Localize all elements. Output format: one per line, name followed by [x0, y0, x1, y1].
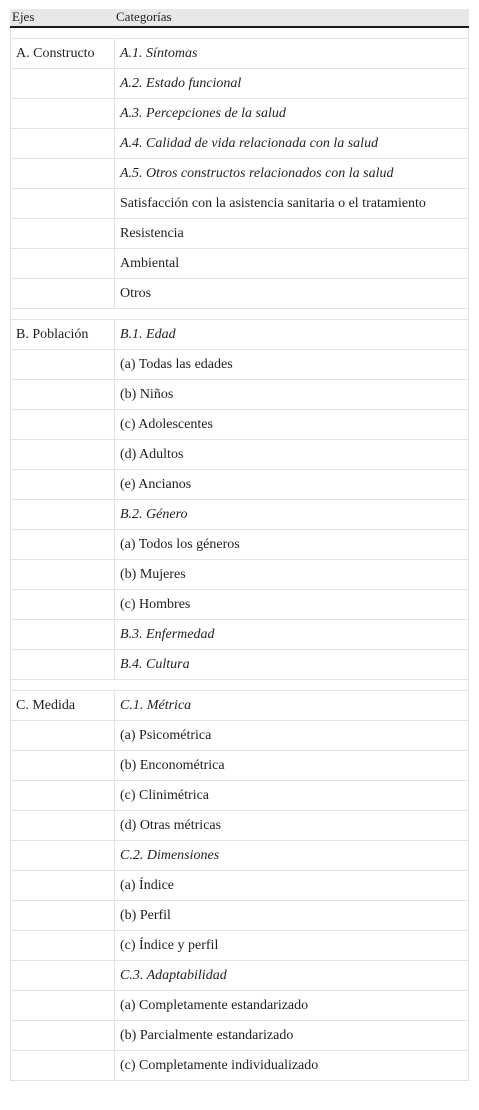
axis-cell-empty: [10, 189, 115, 218]
category-item: (d) Adultos: [115, 440, 469, 469]
table-row: [10, 219, 469, 249]
table-row: [10, 189, 469, 219]
axis-cell-empty: [10, 751, 115, 780]
table-row: [10, 500, 469, 530]
category-item: (b) Mujeres: [115, 560, 469, 589]
table-row: [10, 1051, 469, 1081]
axis-cell-empty: [10, 560, 115, 589]
table-body: [10, 28, 469, 1081]
axis-cell-empty: [10, 350, 115, 379]
category-heading: B.1. Edad: [115, 320, 469, 349]
categories-table: [10, 9, 469, 1081]
category-item: (b) Perfil: [115, 901, 469, 930]
axis-cell-empty: [10, 901, 115, 930]
category-item: (d) Otras métricas: [115, 811, 469, 840]
axis-cell-empty: [10, 650, 115, 679]
category-item: (e) Ancianos: [115, 470, 469, 499]
table-row: [10, 99, 469, 129]
axis-cell-empty: [10, 1021, 115, 1050]
category-heading: C.1. Métrica: [115, 691, 469, 720]
table-row: [10, 39, 469, 69]
category-item: (b) Parcialmente estandarizado: [115, 1021, 469, 1050]
category-item: Ambiental: [115, 249, 469, 278]
axis-cell-empty: [10, 1051, 115, 1080]
category-item: (a) Índice: [115, 871, 469, 900]
table-row: [10, 961, 469, 991]
category-heading: A.2. Estado funcional: [115, 69, 469, 98]
table-row: [10, 129, 469, 159]
table-row: [10, 991, 469, 1021]
category-item: (a) Todas las edades: [115, 350, 469, 379]
axis-cell-empty: [10, 440, 115, 469]
table-row: [10, 650, 469, 680]
axis-cell-empty: [10, 931, 115, 960]
category-item: (c) Completamente individualizado: [115, 1051, 469, 1080]
table-row: [10, 380, 469, 410]
axis-cell-empty: [10, 500, 115, 529]
axis-cell-empty: [10, 530, 115, 559]
table-row: [10, 931, 469, 961]
table-row: [10, 841, 469, 871]
table-row: [10, 279, 469, 309]
category-item: (b) Enconométrica: [115, 751, 469, 780]
axis-cell-empty: [10, 811, 115, 840]
axis-cell-empty: [10, 470, 115, 499]
category-heading: B.3. Enfermedad: [115, 620, 469, 649]
table-row: [10, 320, 469, 350]
axis-cell-empty: [10, 871, 115, 900]
group-spacer: [10, 309, 469, 320]
axis-cell-empty: [10, 410, 115, 439]
axis-cell: C. Medida: [10, 691, 115, 720]
axis-cell-empty: [10, 219, 115, 248]
category-heading: B.2. Género: [115, 500, 469, 529]
category-item: (a) Completamente estandarizado: [115, 991, 469, 1020]
category-item: (a) Todos los géneros: [115, 530, 469, 559]
table-row: [10, 530, 469, 560]
category-item: (c) Índice y perfil: [115, 931, 469, 960]
axis-cell-empty: [10, 721, 115, 750]
table-row: [10, 440, 469, 470]
category-heading: C.3. Adaptabilidad: [115, 961, 469, 990]
group-spacer: [10, 28, 469, 39]
axis-cell: A. Constructo: [10, 39, 115, 68]
category-item: Otros: [115, 279, 469, 308]
axis-cell-empty: [10, 590, 115, 619]
category-heading: A.4. Calidad de vida relacionada con la salud: [115, 129, 469, 158]
axis-cell-empty: [10, 961, 115, 990]
table-row: [10, 410, 469, 440]
axis-cell-empty: [10, 159, 115, 188]
table-row: [10, 871, 469, 901]
axis-cell-empty: [10, 69, 115, 98]
table-row: [10, 691, 469, 721]
header-categorias: Categorías: [116, 9, 172, 24]
table-row: [10, 470, 469, 500]
category-heading: A.5. Otros constructos relacionados con la salud: [115, 159, 469, 188]
category-item: (a) Psicométrica: [115, 721, 469, 750]
table-row: [10, 721, 469, 751]
table-row: [10, 1021, 469, 1051]
table-row: [10, 620, 469, 650]
category-item: (b) Niños: [115, 380, 469, 409]
category-heading: A.1. Síntomas: [115, 39, 469, 68]
axis-cell-empty: [10, 620, 115, 649]
category-heading: A.3. Percepciones de la salud: [115, 99, 469, 128]
axis-cell-empty: [10, 991, 115, 1020]
axis-cell-empty: [10, 249, 115, 278]
table-row: [10, 590, 469, 620]
table-row: [10, 560, 469, 590]
table-row: [10, 781, 469, 811]
table-row: [10, 249, 469, 279]
category-item: (c) Hombres: [115, 590, 469, 619]
category-item: (c) Adolescentes: [115, 410, 469, 439]
axis-cell-empty: [10, 279, 115, 308]
category-heading: C.2. Dimensiones: [115, 841, 469, 870]
axis-cell: B. Población: [10, 320, 115, 349]
table-row: [10, 751, 469, 781]
table-row: [10, 811, 469, 841]
table-row: [10, 350, 469, 380]
axis-cell-empty: [10, 129, 115, 158]
table-header: [10, 9, 469, 28]
header-ejes: Ejes: [12, 9, 35, 24]
category-item: Resistencia: [115, 219, 469, 248]
group-spacer: [10, 680, 469, 691]
table-row: [10, 901, 469, 931]
axis-cell-empty: [10, 380, 115, 409]
table-row: [10, 159, 469, 189]
axis-cell-empty: [10, 781, 115, 810]
axis-cell-empty: [10, 841, 115, 870]
category-item: Satisfacción con la asistencia sanitaria o el tratamiento: [115, 189, 469, 218]
category-heading: B.4. Cultura: [115, 650, 469, 679]
table-row: [10, 69, 469, 99]
axis-cell-empty: [10, 99, 115, 128]
category-item: (c) Clinimétrica: [115, 781, 469, 810]
